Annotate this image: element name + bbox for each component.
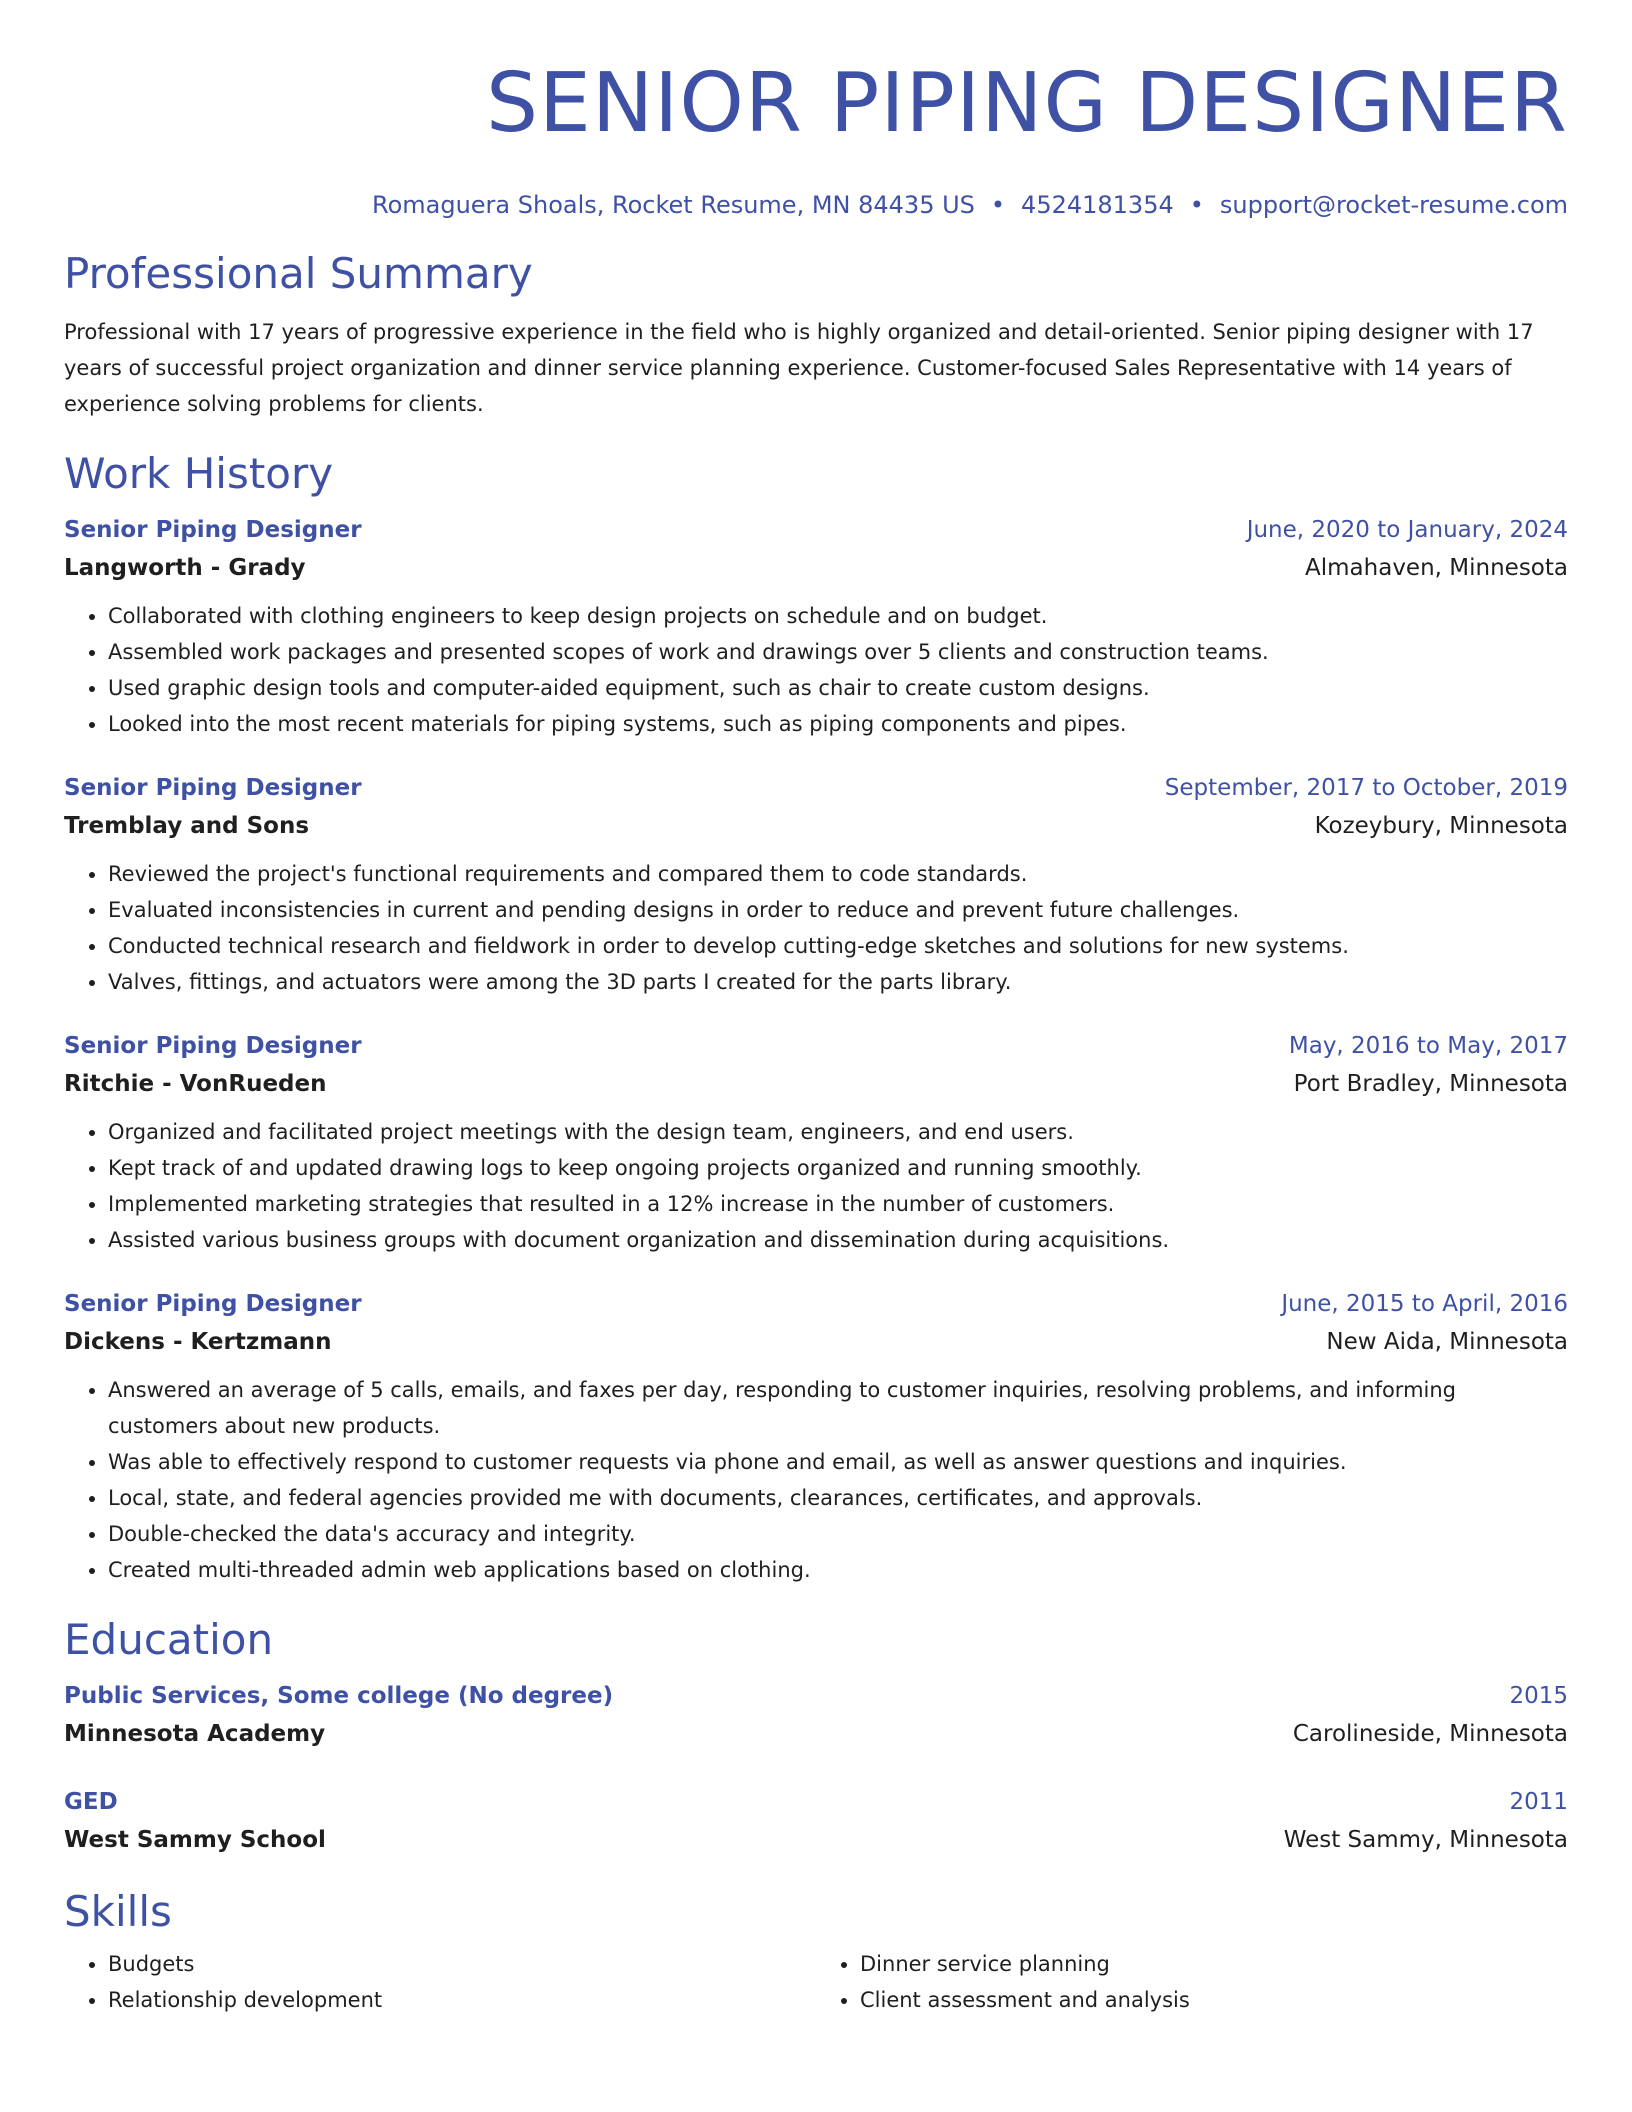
job-bullet: • Local, state, and federal agencies provided me with documents, clearances, certificates, and approvals. — [108, 1480, 1568, 1516]
job-company: Ritchie - VonRueden — [64, 1071, 327, 1097]
job-bullet: • Kept track of and updated drawing logs to keep ongoing projects organized and running smoothly. — [108, 1150, 1568, 1186]
skill-item: • Relationship development — [108, 1982, 816, 2018]
education-degree: Public Services, Some college (No degree) — [64, 1683, 614, 1709]
education-year: 2011 — [1509, 1789, 1568, 1815]
education-entry — [64, 1678, 1568, 1754]
job-bullet: • Conducted technical research and fieldwork in order to develop cutting-edge sketches and solutions for new systems. — [108, 928, 1568, 964]
contact-phone: 4524181354 — [1021, 191, 1174, 219]
job-company: Tremblay and Sons — [64, 813, 310, 839]
work-history-heading: Work History — [64, 449, 334, 498]
contact-line — [64, 190, 1568, 220]
job-bullets — [64, 598, 1568, 742]
summary-section — [64, 248, 1568, 422]
job-entry — [64, 512, 1568, 742]
resume-title: SENIOR PIPING DESIGNER — [485, 56, 1568, 151]
contact-email: support@rocket-resume.com — [1219, 191, 1568, 219]
contact-separator: • — [1189, 191, 1204, 219]
job-dates: June, 2020 to January, 2024 — [1246, 517, 1568, 543]
skill-item: • Budgets — [108, 1946, 816, 1982]
job-bullet: • Assisted various business groups with document organization and dissemination during acquisitions. — [108, 1222, 1568, 1258]
job-location: Port Bradley, Minnesota — [1293, 1071, 1568, 1097]
job-bullet: • Created multi-threaded admin web applications based on clothing. — [108, 1552, 1568, 1588]
education-location: Carolineside, Minnesota — [1292, 1721, 1568, 1747]
contact-separator: • — [990, 191, 1006, 219]
job-dates: May, 2016 to May, 2017 — [1288, 1033, 1568, 1059]
skills-section — [64, 1886, 1568, 2018]
job-dates: June, 2015 to April, 2016 — [1281, 1291, 1568, 1317]
job-bullets — [64, 856, 1568, 1000]
job-entry — [64, 1028, 1568, 1258]
education-degree: GED — [64, 1789, 118, 1815]
education-location: West Sammy, Minnesota — [1283, 1827, 1568, 1853]
job-location: New Aida, Minnesota — [1326, 1329, 1568, 1355]
job-dates: September, 2017 to October, 2019 — [1164, 775, 1568, 801]
job-bullet: • Evaluated inconsistencies in current and pending designs in order to reduce and prevent future challenges. — [108, 892, 1568, 928]
job-company: Dickens - Kertzmann — [64, 1329, 332, 1355]
job-company: Langworth - Grady — [64, 555, 306, 581]
education-heading: Education — [64, 1615, 274, 1664]
education-entry — [64, 1784, 1568, 1860]
job-bullet: • Used graphic design tools and computer-aided equipment, such as chair to create custom designs. — [108, 670, 1568, 706]
education-year: 2015 — [1509, 1683, 1568, 1709]
education-section — [64, 1614, 1568, 1860]
job-bullet: • Was able to effectively respond to customer requests via phone and email, as well as answer questions and inquiries. — [108, 1444, 1568, 1480]
job-bullet: • Organized and facilitated project meetings with the design team, engineers, and end users. — [108, 1114, 1568, 1150]
job-entry — [64, 770, 1568, 1000]
job-bullet: • Collaborated with clothing engineers to keep design projects on schedule and on budget. — [108, 598, 1568, 634]
skills-heading: Skills — [64, 1887, 172, 1936]
contact-address: Romaguera Shoals, Rocket Resume, MN 84435 US — [371, 191, 975, 219]
skills-list-right — [816, 1946, 1568, 2018]
skill-item: • Client assessment and analysis — [860, 1982, 1568, 2018]
job-bullet: • Answered an average of 5 calls, emails, and faxes per day, responding to customer inquiries, resolving problems, and informing customers about new products. — [108, 1372, 1568, 1444]
job-location: Kozeybury, Minnesota — [1314, 813, 1568, 839]
job-bullet: • Assembled work packages and presented scopes of work and drawings over 5 clients and construction teams. — [108, 634, 1568, 670]
job-title: Senior Piping Designer — [64, 517, 362, 543]
education-school: Minnesota Academy — [64, 1721, 326, 1747]
job-bullets — [64, 1114, 1568, 1258]
education-school: West Sammy School — [64, 1827, 326, 1853]
work-history-section — [64, 448, 1568, 1588]
skill-item: • Dinner service planning — [860, 1946, 1568, 1982]
resume-page — [64, 0, 1568, 2018]
summary-text: Professional with 17 years of progressive experience in the field who is highly organized and detail-oriented. Senior piping designer with 17 years of successful project organization and dinner service planning experience. Customer-focused Sales Representative with 14 years of experience solving problems for clients. — [64, 320, 1534, 416]
job-bullet: • Double-checked the data's accuracy and integrity. — [108, 1516, 1568, 1552]
summary-heading: Professional Summary — [64, 249, 533, 298]
job-bullet: • Implemented marketing strategies that resulted in a 12% increase in the number of customers. — [108, 1186, 1568, 1222]
job-title: Senior Piping Designer — [64, 775, 362, 801]
job-location: Almahaven, Minnesota — [1305, 555, 1568, 581]
skills-columns — [64, 1938, 1568, 2018]
job-bullet: • Reviewed the project's functional requirements and compared them to code standards. — [108, 856, 1568, 892]
job-entry — [64, 1286, 1568, 1588]
job-bullet: • Looked into the most recent materials for piping systems, such as piping components and pipes. — [108, 706, 1568, 742]
job-bullet: • Valves, fittings, and actuators were among the 3D parts I created for the parts library. — [108, 964, 1568, 1000]
job-bullets — [64, 1372, 1568, 1588]
job-title: Senior Piping Designer — [64, 1291, 362, 1317]
job-title: Senior Piping Designer — [64, 1033, 362, 1059]
skills-list-left — [64, 1946, 816, 2018]
